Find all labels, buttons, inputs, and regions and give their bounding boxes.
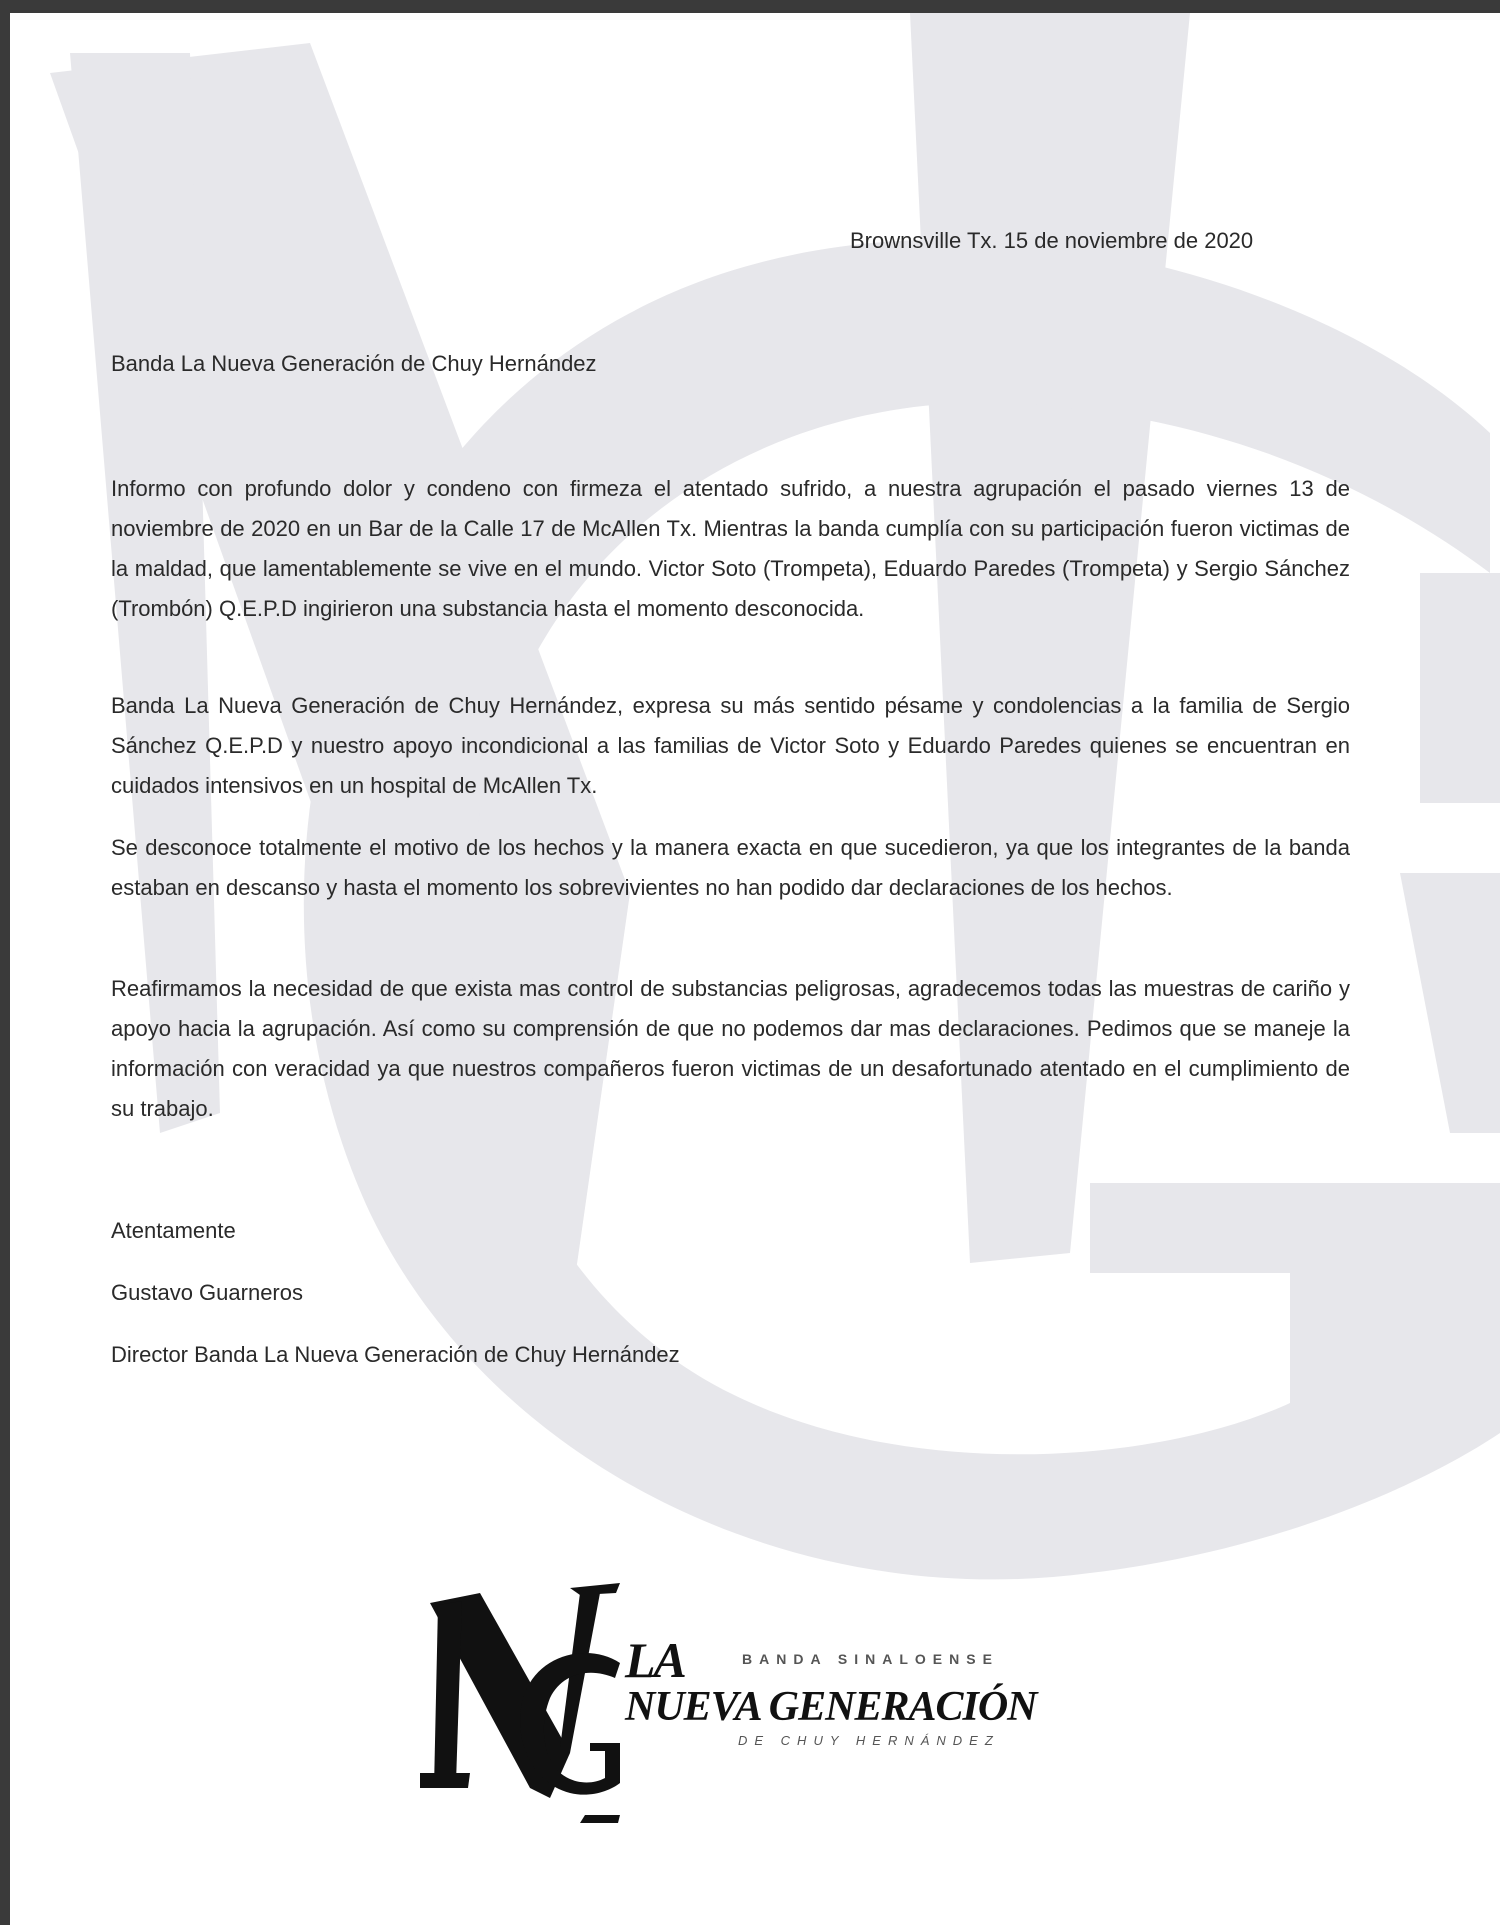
paragraph-incident: Informo con profundo dolor y condeno con firmeza el atentado sufrido, a nuestra agrupación el pasado viernes 13 de noviembre de 2020 en un Bar de la Calle 17 de McAllen Tx. Mientras la banda cumplía con su participación fueron victimas de la maldad, que lamentablemente se vive en el mundo. Victor Soto (Trompeta), Eduardo Paredes (Trompeta) y Sergio Sánchez (Trombón) Q.E.P.D ingirieron una substancia hasta el momento desconocida.	[111, 476, 1350, 621]
paragraph-unknown-motive: Se desconoce totalmente el motivo de los hechos y la manera exacta en que sucedieron, ya que los integrantes de la banda estaban en descanso y hasta el momento los sobrevivientes no han podido dar declaraciones de los hechos.	[111, 835, 1350, 900]
paragraph-reaffirm: Reafirmamos la necesidad de que exista mas control de substancias peligrosas, agradecemos todas las muestras de cariño y apoyo hacia la agrupación. Así como su comprensión de que no podemos dar mas declaraciones. Pedimos que se maneje la información con veracidad ya que nuestros compañeros fueron victimas de un desafortunado atentado en el cumplimiento de su trabajo.	[111, 976, 1350, 1121]
signer-title: Director Banda La Nueva Generación de Chuy Hernández	[111, 1342, 680, 1367]
letter-page	[10, 13, 1500, 1925]
logo-bottom-line: DE CHUY HERNÁNDEZ	[738, 1733, 1000, 1748]
band-logo	[420, 1583, 1060, 1823]
date-line: Brownsville Tx. 15 de noviembre de 2020	[850, 228, 1254, 253]
ng-monogram-logo	[420, 1583, 650, 1823]
logo-la-text: LA	[625, 1632, 685, 1688]
addressee: Banda La Nueva Generación de Chuy Hernández	[111, 351, 597, 376]
paragraph-condolences: Banda La Nueva Generación de Chuy Hernández, expresa su más sentido pésame y condolencias a la familia de Sergio Sánchez Q.E.P.D y nuestro apoyo incondicional a las familias de Victor Soto y Eduardo Paredes quienes se encuentran en cuidados intensivos en un hospital de McAllen Tx.	[111, 693, 1350, 798]
signer-name: Gustavo Guarneros	[111, 1280, 303, 1305]
closing: Atentamente	[111, 1218, 236, 1243]
logo-top-line: BANDA SINALOENSE	[742, 1651, 999, 1667]
logo-main-line: NUEVA GENERACIÓN	[625, 1684, 1037, 1730]
